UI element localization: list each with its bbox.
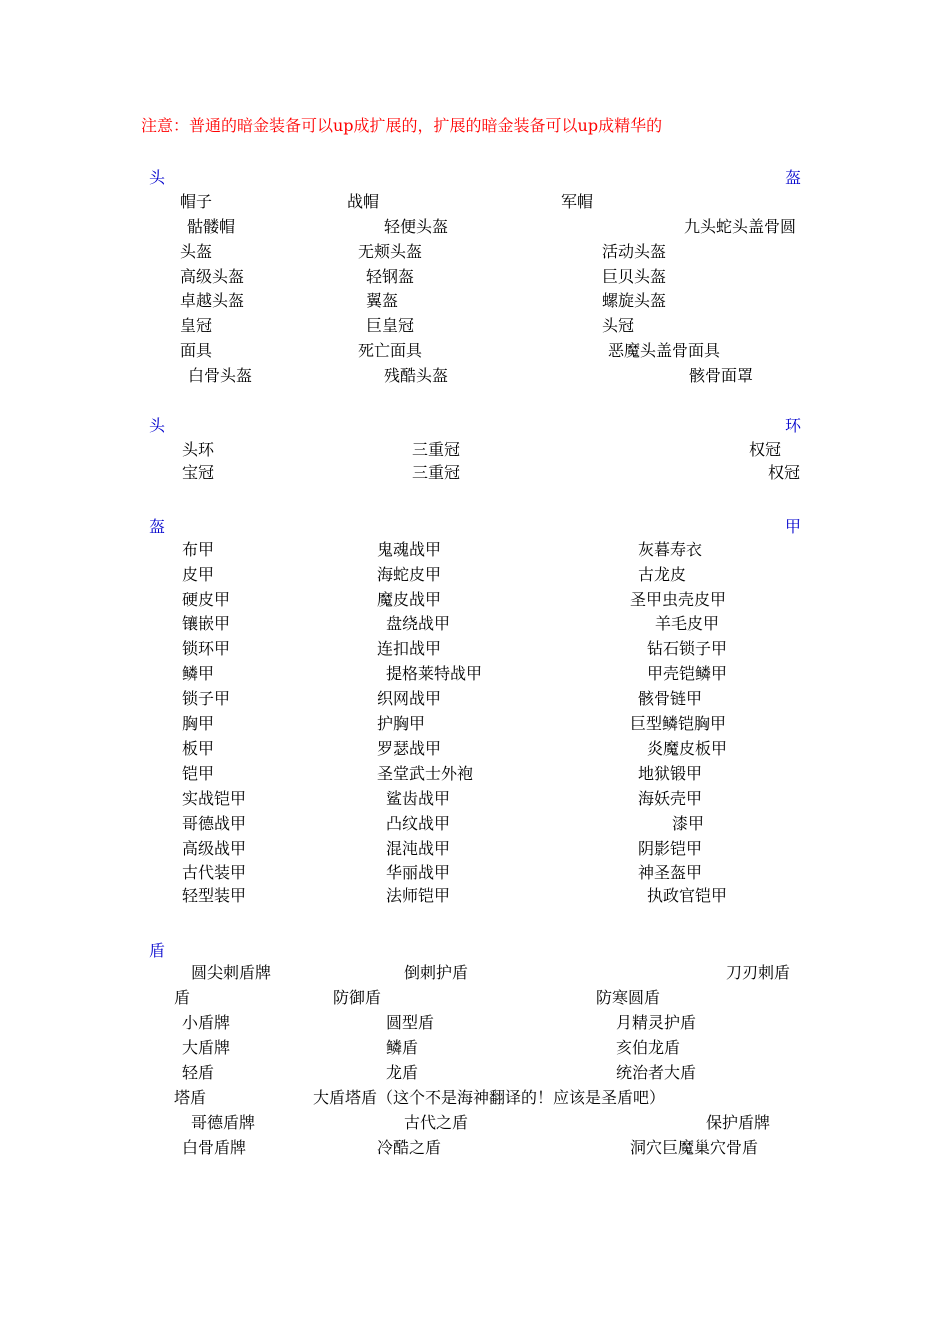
armor-item: 巨型鳞铠胸甲 [630, 714, 727, 733]
shield-item: 轻盾 [182, 1063, 215, 1082]
shield-item: 洞穴巨魔巢穴骨盾 [630, 1138, 759, 1157]
armor-item: 胸甲 [182, 714, 215, 733]
armor-item: 镶嵌甲 [182, 614, 231, 633]
helmet-item: 活动头盔 [602, 242, 667, 261]
helmet-item: 螺旋头盔 [602, 291, 667, 310]
shield-item: 塔盾 [174, 1088, 207, 1107]
helmet-item: 面具 [180, 341, 213, 360]
armor-heading-left: 盔 [149, 517, 166, 536]
helmet-item: 战帽 [347, 192, 380, 211]
shield-item: 盾 [174, 988, 191, 1007]
helmet-item: 皇冠 [180, 316, 213, 335]
helmet-item: 白骨头盔 [188, 366, 253, 385]
armor-item: 炎魔皮板甲 [647, 739, 728, 758]
shield-item: 防寒圆盾 [596, 988, 661, 1007]
armor-item: 板甲 [182, 739, 215, 758]
armor-item: 哥德战甲 [182, 814, 247, 833]
shield-item: 小盾牌 [182, 1013, 231, 1032]
circlet-item: 权冠 [749, 440, 782, 459]
helmet-item: 高级头盔 [180, 267, 245, 286]
shield-item: 保护盾牌 [706, 1113, 771, 1132]
armor-item: 钻石锁子甲 [647, 639, 728, 658]
shield-item: 古代之盾 [404, 1113, 469, 1132]
circlet-item: 权冠 [768, 463, 801, 482]
armor-item: 连扣战甲 [377, 639, 442, 658]
circlet-item: 三重冠 [412, 440, 461, 459]
armor-item: 地狱锻甲 [638, 764, 703, 783]
armor-item: 漆甲 [672, 814, 705, 833]
helmet-item: 轻便头盔 [384, 217, 449, 236]
armor-item: 鬼魂战甲 [377, 540, 442, 559]
helmet-item: 巨皇冠 [366, 316, 415, 335]
helmet-item: 头盔 [180, 242, 213, 261]
shield-item: 龙盾 [386, 1063, 419, 1082]
armor-item: 盘绕战甲 [386, 614, 451, 633]
armor-item: 鳞甲 [182, 664, 215, 683]
helmet-heading-left: 头 [149, 168, 166, 187]
shield-item: 统治者大盾 [616, 1063, 697, 1082]
armor-item: 法师铠甲 [386, 886, 451, 905]
shield-item: 防御盾 [333, 988, 382, 1007]
helmet-item: 军帽 [561, 192, 594, 211]
armor-item: 灰暮寿衣 [638, 540, 703, 559]
shield-item: 鳞盾 [386, 1038, 419, 1057]
shield-item: 大盾塔盾（这个不是海神翻译的！应该是圣盾吧） [313, 1088, 666, 1107]
shield-item: 冷酷之盾 [377, 1138, 442, 1157]
shield-item: 大盾牌 [182, 1038, 231, 1057]
armor-item: 执政官铠甲 [647, 886, 728, 905]
shield-item: 倒刺护盾 [404, 963, 469, 982]
armor-item: 甲壳铠鳞甲 [647, 664, 728, 683]
armor-item: 提格莱特战甲 [386, 664, 483, 683]
armor-item: 圣甲虫壳皮甲 [630, 590, 727, 609]
armor-item: 皮甲 [182, 565, 215, 584]
circlet-heading-right: 环 [785, 416, 802, 435]
armor-item: 神圣盔甲 [638, 863, 703, 882]
circlet-heading-left: 头 [149, 416, 166, 435]
helmet-item: 无颊头盔 [358, 242, 423, 261]
armor-item: 硬皮甲 [182, 590, 231, 609]
armor-item: 阴影铠甲 [638, 839, 703, 858]
armor-item: 凸纹战甲 [386, 814, 451, 833]
armor-heading-right: 甲 [785, 517, 802, 536]
helmet-item: 残酷头盔 [384, 366, 449, 385]
shield-item: 亥伯龙盾 [616, 1038, 681, 1057]
armor-item: 鲨齿战甲 [386, 789, 451, 808]
helmet-item: 轻钢盔 [366, 267, 415, 286]
shield-heading: 盾 [149, 941, 166, 960]
armor-item: 海蛇皮甲 [377, 565, 442, 584]
helmet-item: 骷髅帽 [187, 217, 236, 236]
helmet-item: 卓越头盔 [180, 291, 245, 310]
shield-item: 哥德盾牌 [191, 1113, 256, 1132]
armor-item: 实战铠甲 [182, 789, 247, 808]
armor-item: 布甲 [182, 540, 215, 559]
shield-item: 刀刃刺盾 [726, 963, 791, 982]
armor-item: 轻型装甲 [182, 886, 247, 905]
helmet-item: 骸骨面罩 [689, 366, 754, 385]
shield-item: 圆尖刺盾牌 [191, 963, 272, 982]
armor-item: 骸骨链甲 [638, 689, 703, 708]
helmet-item: 头冠 [602, 316, 635, 335]
helmet-item: 巨贝头盔 [602, 267, 667, 286]
armor-item: 圣堂武士外袍 [377, 764, 474, 783]
helmet-item: 翼盔 [366, 291, 399, 310]
armor-item: 魔皮战甲 [377, 590, 442, 609]
armor-item: 锁环甲 [182, 639, 231, 658]
armor-item: 海妖壳甲 [638, 789, 703, 808]
helmet-item: 死亡面具 [358, 341, 423, 360]
circlet-item: 三重冠 [412, 463, 461, 482]
helmet-item: 恶魔头盖骨面具 [608, 341, 721, 360]
armor-item: 铠甲 [182, 764, 215, 783]
circlet-item: 宝冠 [182, 463, 215, 482]
shield-item: 白骨盾牌 [182, 1138, 247, 1157]
armor-item: 古龙皮 [638, 565, 687, 584]
circlet-item: 头环 [182, 440, 215, 459]
armor-item: 高级战甲 [182, 839, 247, 858]
armor-item: 锁子甲 [182, 689, 231, 708]
helmet-item: 帽子 [180, 192, 213, 211]
note-text: 注意：普通的暗金装备可以up成扩展的，扩展的暗金装备可以up成精华的 [141, 116, 663, 135]
armor-item: 织网战甲 [377, 689, 442, 708]
armor-item: 华丽战甲 [386, 863, 451, 882]
shield-item: 圆型盾 [386, 1013, 435, 1032]
helmet-item: 九头蛇头盖骨圆 [684, 217, 797, 236]
armor-item: 混沌战甲 [386, 839, 451, 858]
shield-item: 月精灵护盾 [616, 1013, 697, 1032]
armor-item: 古代装甲 [182, 863, 247, 882]
helmet-heading-right: 盔 [785, 168, 802, 187]
armor-item: 羊毛皮甲 [655, 614, 720, 633]
armor-item: 罗瑟战甲 [377, 739, 442, 758]
armor-item: 护胸甲 [377, 714, 426, 733]
